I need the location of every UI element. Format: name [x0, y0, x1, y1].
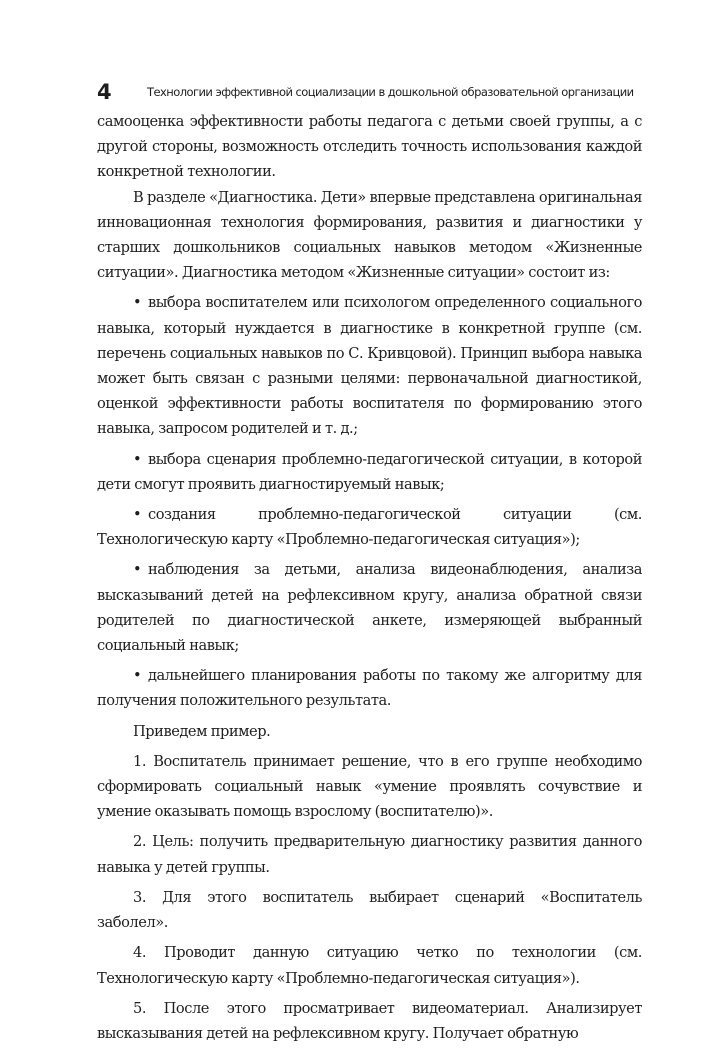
bullet-text: выбора воспитателем или психологом определенного социального навыка, который нуждается в диагностике в конкретной группе (см. перечень социальных навыков по С. Кривцовой). Принцип выбора навыка может быть связан с разными целями: первоначальной диагностикой, оценкой эффективности работы воспитателя по формированию этого навыка, запросом родителей и т. д.;: [97, 294, 642, 438]
bullet-icon: •: [133, 561, 142, 579]
body-text: [97, 109, 642, 1046]
bullet-item: [97, 290, 642, 441]
bullet-text: наблюдения за детьми, анализа видеонаблюдения, анализа высказываний детей на рефлексивном кругу, анализа обратной связи родителей по диагностической анкете, измеряющей выбранный социальный навык;: [97, 561, 642, 655]
numbered-item: 5. После этого просматривает видеоматериал. Анализирует высказывания детей на рефлексивном кругу. Получает обратную: [97, 999, 642, 1042]
bullet-icon: •: [133, 506, 142, 524]
paragraph: В разделе «Диагностика. Дети» впервые представлена оригинальная инновационная технология формирования, развития и диагностики у старших дошкольников социальных навыков методом «Жизненные ситуации». Диагностика методом «Жизненные ситуации» состоит из:: [97, 188, 642, 282]
numbered-item: 1. Воспитатель принимает решение, что в его группе необходимо сформировать социальный навык «умение проявлять сочувствие и умение оказывать помощь взрослому (воспитателю)».: [97, 752, 642, 821]
numbered-item: 4. Проводит данную ситуацию четко по технологии (см. Технологическую карту «Проблемно-педагогическая ситуация»).: [97, 944, 642, 987]
bullet-item: [97, 447, 642, 497]
numbered-item: 3. Для этого воспитатель выбирает сценарий «Воспитатель заболел».: [97, 888, 642, 932]
bullet-icon: •: [133, 450, 142, 468]
bullet-icon: •: [133, 294, 142, 312]
bullet-icon: •: [133, 667, 142, 685]
bullet-text: дальнейшего планирования работы по такому же алгоритму для получения положительного результата.: [97, 667, 642, 710]
bullet-text: выбора сценария проблемно-педагогической ситуации, в которой дети смогут проявить диагностируемый навык;: [97, 450, 642, 493]
page-header: [97, 79, 642, 105]
bullet-text: создания проблемно-педагогической ситуации (см. Технологическую карту «Проблемно-педагогическая ситуация»);: [97, 506, 642, 549]
bullet-item: [97, 502, 642, 552]
bullet-item: [97, 663, 642, 713]
paragraph: Приведем пример.: [133, 722, 271, 740]
page-number: 4: [97, 80, 112, 104]
running-title: Технологии эффективной социализации в дошкольной образовательной организации: [147, 85, 634, 99]
bullet-item: [97, 557, 642, 658]
numbered-item: 2. Цель: получить предварительную диагностику развития данного навыка у детей группы.: [97, 833, 642, 876]
paragraph: самооценка эффективности работы педагога с детьми своей группы, а с другой стороны, возможность отследить точность использования каждой конкретной технологии.: [97, 113, 642, 181]
